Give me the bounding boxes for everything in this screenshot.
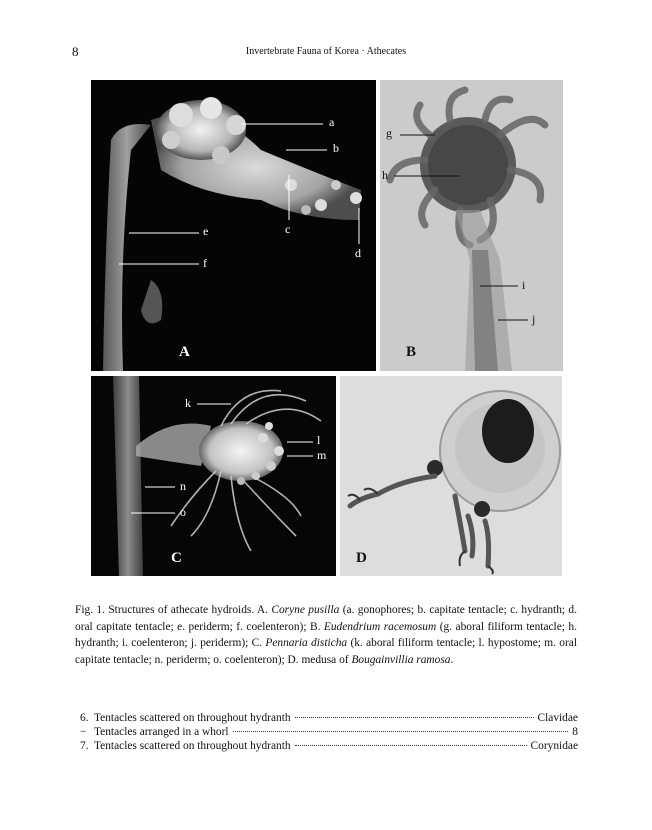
- figure-caption: [75, 602, 577, 668]
- label-h: h: [382, 168, 388, 182]
- panel-c-image: [91, 376, 336, 576]
- label-d: d: [355, 246, 361, 260]
- key-result: Corynidae: [530, 740, 578, 752]
- key-line-2: [80, 726, 578, 738]
- figure-panel-b: [380, 80, 563, 371]
- label-b: b: [333, 141, 339, 155]
- label-j: j: [532, 312, 536, 326]
- figure-panel-c: [91, 376, 336, 576]
- key-number: 7.: [80, 740, 89, 752]
- label-k: k: [185, 396, 191, 410]
- label-i: i: [522, 278, 526, 292]
- key-line-3: [80, 740, 578, 752]
- panel-d-letter: D: [356, 550, 367, 566]
- caption-taxon-name: Pennaria disticha: [265, 637, 348, 650]
- label-f: f: [203, 256, 207, 270]
- key-number: 6.: [80, 712, 89, 724]
- caption-text: .: [450, 653, 454, 666]
- panel-b-image: [380, 80, 563, 371]
- caption-lead: Fig. 1. Structures of athecate hydroids.: [75, 604, 255, 616]
- panel-c-letter: C: [171, 550, 182, 566]
- panel-a-letter: A: [179, 344, 190, 360]
- key-leader-dots: [233, 731, 569, 732]
- key-text: Tentacles scattered on throughout hydranth: [94, 712, 291, 724]
- key-leader-dots: [295, 745, 527, 746]
- panel-d-image: [340, 376, 562, 576]
- label-n: n: [180, 479, 186, 493]
- caption-text: A.: [254, 604, 272, 616]
- label-a: a: [329, 115, 335, 129]
- caption-taxon-name: Bougainvillia ramosa: [351, 653, 451, 666]
- figure-panel-a: [91, 80, 376, 371]
- label-o: o: [180, 505, 186, 519]
- label-l: l: [317, 433, 321, 447]
- key-leader-dots: [295, 717, 534, 718]
- key-text: Tentacles arranged in a whorl: [94, 726, 229, 738]
- running-header: Invertebrate Fauna of Korea · Athecates: [245, 46, 407, 57]
- caption-text: (k. aboral filiform tentacle; l. hypostome; m. oral capitate tentacle; n. periderm; o. coelenteron); D. medusa of: [75, 637, 578, 666]
- page-number: 8: [72, 44, 79, 59]
- key-result: 8: [572, 726, 578, 738]
- caption-text: (a. gonophores; b. capitate tentacle; c. hydranth; d. oral capitate tentacle; e. periderm; f. coelenteron); B.: [75, 604, 577, 633]
- figure-panel-d: [340, 376, 562, 576]
- panel-b-letter: B: [406, 344, 417, 360]
- label-c: c: [285, 222, 291, 236]
- caption-taxon-name: Eudendrium racemosum: [323, 620, 437, 633]
- caption-text: (g. aboral filiform tentacle; h. hydranth; i. coelenteron; j. periderm); C.: [75, 620, 577, 650]
- key-number: −: [80, 726, 87, 738]
- label-m: m: [317, 448, 327, 462]
- caption-taxon-name: Coryne pusilla: [271, 604, 340, 616]
- key-result: Clavidae: [537, 712, 578, 724]
- key-text: Tentacles scattered on throughout hydranth: [94, 740, 291, 752]
- key-line-1: [80, 712, 578, 724]
- label-g: g: [386, 126, 392, 140]
- label-e: e: [203, 224, 209, 238]
